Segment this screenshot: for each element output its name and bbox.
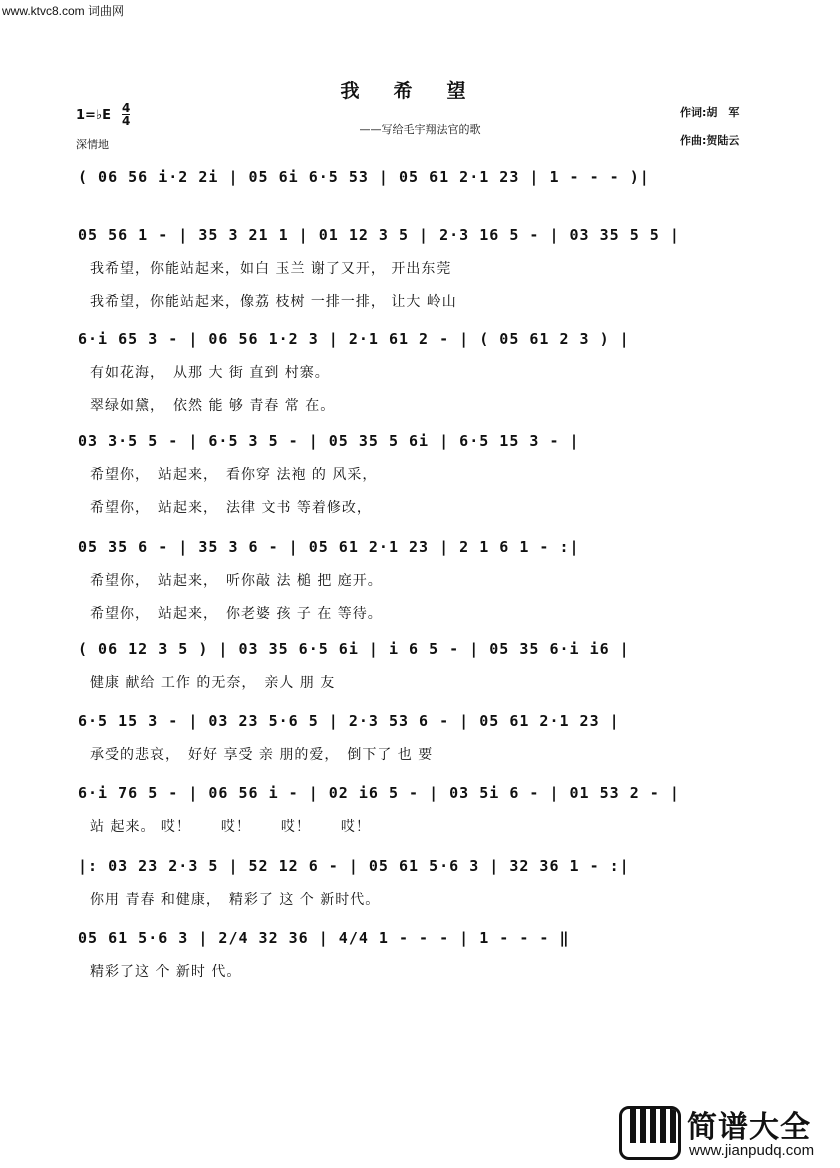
time-signature (122, 102, 130, 127)
score-notes-row: ( 06 56 i·2 2i | 05 6i 6·5 53 | 05 61 2·1 23 | 1 - - - )| (78, 168, 650, 186)
lyric-line: 有如花海， 从那 大 街 直到 村寨。 (90, 365, 330, 381)
lyric-line: 希望你， 站起来， 你老婆 孩 子 在 等待。 (90, 606, 383, 622)
lyric-line: 翠绿如黛， 依然 能 够 青春 常 在。 (90, 398, 336, 414)
lyric-line: 我希望，你能站起来，像荔 枝树 一排一排， 让大 岭山 (90, 294, 457, 310)
score-notes-row: 03 3·5 5 - | 6·5 3 5 - | 05 35 5 6i | 6·5 15 3 - | (78, 432, 580, 450)
score-notes-row: ( 06 12 3 5 ) | 03 35 6·5 6i | i 6 5 - | 05 35 6·i i6 | (78, 640, 630, 658)
lyric-line: 我希望，你能站起来，如白 玉兰 谢了又开， 开出东莞 (90, 261, 452, 277)
composer-credit: 作曲:贺陆云 (680, 134, 740, 147)
time-signature-top: 4 (122, 101, 131, 115)
key-signature: 1=♭E (76, 108, 111, 123)
lyric-line: 健康 献给 工作 的无奈， 亲人 朋 友 (90, 675, 336, 691)
site-logo (615, 1100, 835, 1164)
logo-url: www.jianpudq.com (689, 1142, 815, 1159)
logo-text: 简谱大全 (687, 1110, 811, 1145)
score-notes-row: |: 03 23 2·3 5 | 52 12 6 - | 05 61 5·6 3 | 32 36 1 - :| (78, 857, 630, 875)
score-notes-row: 6·5 15 3 - | 03 23 5·6 5 | 2·3 53 6 - | 05 61 2·1 23 | (78, 712, 620, 730)
tempo-marking: 深情地 (76, 138, 109, 151)
score-notes-row: 6·i 76 5 - | 06 56 i - | 02 i6 5 - | 03 5i 6 - | 01 53 2 - | (78, 784, 680, 802)
site-watermark: www.ktvc8.com 词曲网 (2, 4, 125, 18)
lyric-line: 精彩了这 个 新时 代。 (90, 964, 242, 980)
lyric-line: 你用 青春 和健康， 精彩了 这 个 新时代。 (90, 892, 381, 908)
time-signature-bottom: 4 (122, 114, 131, 128)
lyric-line: 希望你， 站起来， 听你敲 法 槌 把 庭开。 (90, 573, 383, 589)
song-title: 我希望 (340, 80, 500, 102)
lyric-line: 站 起来。 哎！ 哎！ 哎！ 哎！ (90, 819, 371, 835)
score-notes-row: 05 35 6 - | 35 3 6 - | 05 61 2·1 23 | 2 1 6 1 - :| (78, 538, 580, 556)
lyric-line: 希望你， 站起来， 看你穿 法袍 的 风采， (90, 467, 378, 483)
piano-keys-icon (619, 1106, 681, 1160)
score-notes-row: 05 56 1 - | 35 3 21 1 | 01 12 3 5 | 2·3 16 5 - | 03 35 5 5 | (78, 226, 680, 244)
lyric-line: 承受的悲哀， 好好 享受 亲 朋的爱， 倒下了 也 要 (90, 747, 434, 763)
lyric-line: 希望你， 站起来， 法律 文书 等着修改， (90, 500, 372, 516)
song-subtitle: ——写给毛宇翔法官的歌 (359, 123, 481, 136)
lyricist-credit: 作词:胡 军 (680, 106, 740, 119)
score-notes-row: 05 61 5·6 3 | 2/4 32 36 | 4/4 1 - - - | 1 - - - ‖ (78, 929, 570, 947)
score-notes-row: 6·i 65 3 - | 06 56 1·2 3 | 2·1 61 2 - | ( 05 61 2 3 ) | (78, 330, 630, 348)
